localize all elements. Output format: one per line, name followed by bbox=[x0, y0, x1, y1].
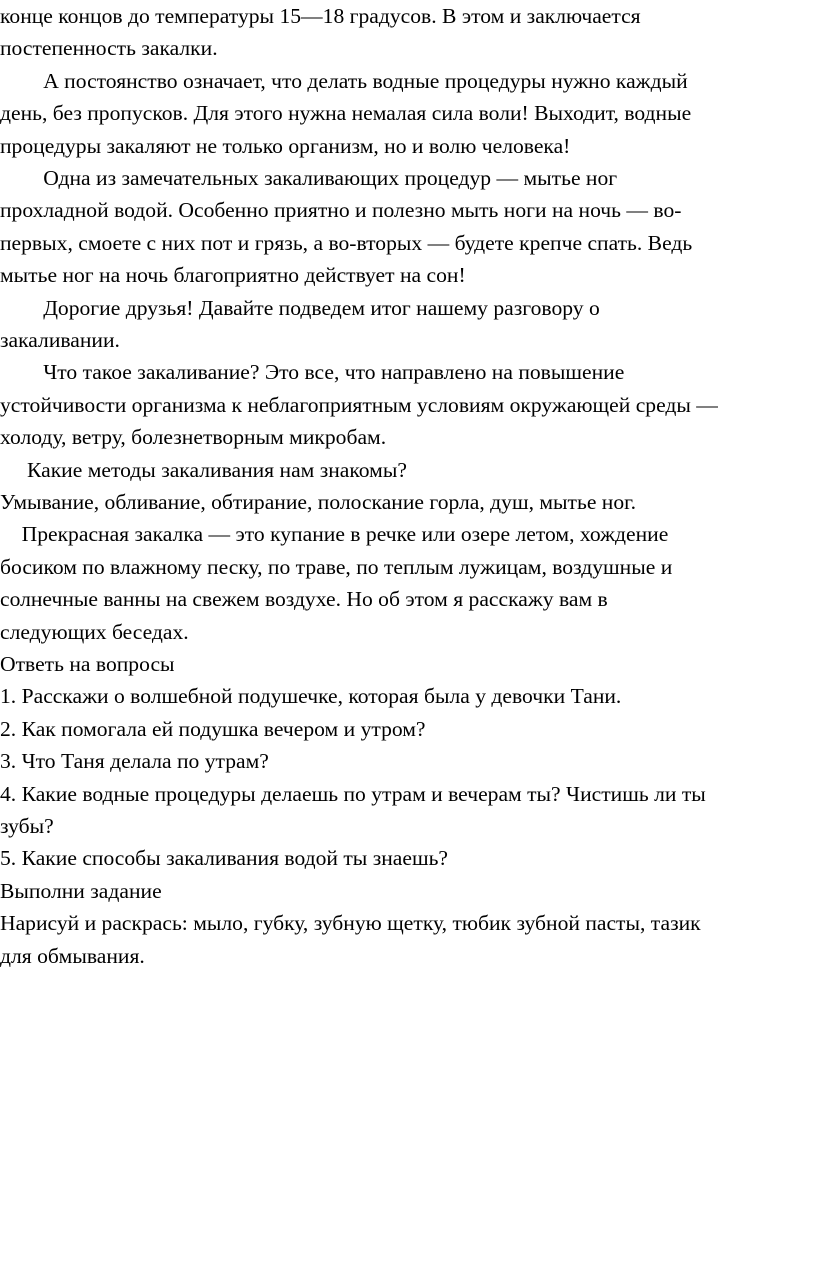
question-item: зубы? bbox=[0, 814, 54, 838]
text-line: Дорогие друзья! Давайте подведем итог нашему разговору о bbox=[0, 295, 600, 320]
section-heading: Выполни задание bbox=[0, 878, 162, 903]
task-text: Нарисуй и раскрась: мыло, губку, зубную щетку, тюбик зубной пасты, тазик bbox=[0, 911, 701, 936]
text-line: Прекрасная закалка — это купание в речке или озере летом, хождение bbox=[0, 522, 669, 547]
text-line: Одна из замечательных закаливающих процедур — мытье ног bbox=[0, 166, 618, 190]
text-line: Какие методы закаливания нам знакомы? bbox=[0, 457, 407, 482]
text-line: босиком по влажному песку, по траве, по теплым лужицам, воздушные и bbox=[0, 554, 673, 579]
text-line: холоду, ветру, болезнетворным микробам. bbox=[0, 425, 387, 450]
question-item: 5. Какие способы закаливания водой ты знаешь? bbox=[0, 846, 449, 871]
text-line: процедуры закаляют не только организм, но и волю человека! bbox=[0, 133, 571, 158]
text-line: Умывание, обливание, обтирание, полоскание горла, душ, мытье ног. bbox=[0, 490, 636, 514]
text-line: А постоянство означает, что делать водные процедуры нужно каждый bbox=[0, 68, 688, 93]
text-line: постепенность закалки. bbox=[0, 36, 218, 61]
section-heading: Ответь на вопросы bbox=[0, 652, 175, 676]
text-line: солнечные ванны на свежем воздухе. Но об этом я расскажу вам в bbox=[0, 587, 608, 612]
task-text: для обмывания. bbox=[0, 943, 145, 968]
question-item: 1. Расскажи о волшебной подушечке, которая была у девочки Тани. bbox=[0, 684, 622, 709]
text-line: прохладной водой. Особенно приятно и полезно мыть ноги на ночь — во- bbox=[0, 198, 682, 223]
text-line: следующих беседах. bbox=[0, 619, 189, 644]
question-item: 4. Какие водные процедуры делаешь по утрам и вечерам ты? Чистишь ли ты bbox=[0, 781, 706, 806]
text-line: день, без пропусков. Для этого нужна немалая сила воли! Выходит, водные bbox=[0, 101, 692, 126]
text-line: устойчивости организма к неблагоприятным условиям окружающей среды — bbox=[0, 392, 718, 417]
question-item: 2. Как помогала ей подушка вечером и утром? bbox=[0, 716, 426, 741]
text-line: первых, смоете с них пот и грязь, а во-вторых — будете крепче спать. Ведь bbox=[0, 230, 693, 255]
text-line: мытье ног на ночь благоприятно действует на сон! bbox=[0, 263, 466, 288]
text-line: Что такое закаливание? Это все, что направлено на повышение bbox=[0, 360, 625, 385]
text-line: закаливании. bbox=[0, 328, 120, 352]
question-item: 3. Что Таня делала по утрам? bbox=[0, 749, 269, 774]
text-line: конце концов до температуры 15—18 градусов. В этом и заключается bbox=[0, 4, 641, 28]
